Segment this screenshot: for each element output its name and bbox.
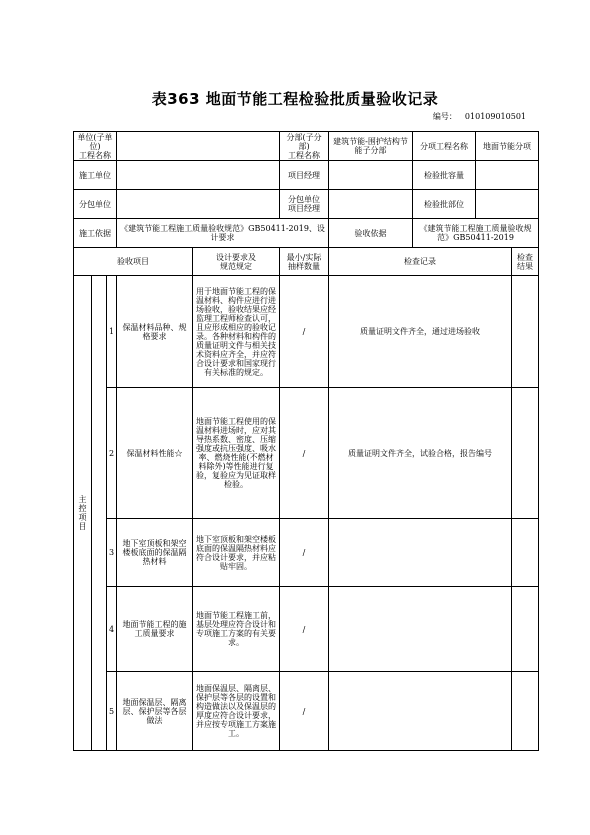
serial-number (425, 111, 526, 122)
subitem-label: 分项工程名称 (413, 132, 476, 161)
row-number: 4 (107, 587, 117, 672)
table-row (74, 587, 539, 672)
construction-unit-label: 施工单位 (74, 161, 117, 190)
col-sample-header: 最小/实际 抽样数量 (280, 248, 329, 276)
division-value[interactable]: 建筑节能-围护结构节能子分部 (329, 132, 413, 161)
subitem-value[interactable]: 地面节能分项 (476, 132, 539, 161)
basis-value: 《建筑节能工程施工质量验收规范》GB50411-2019、设计要求 (117, 219, 329, 248)
table-row (74, 276, 539, 388)
page-title: 表363 地面节能工程检验批质量验收记录 (151, 90, 439, 108)
column-header-row (74, 248, 539, 276)
row-record[interactable] (329, 672, 512, 751)
header-row-basis (74, 219, 539, 248)
row-item: 地面节能工程的施工质量要求 (117, 587, 193, 672)
table-row (74, 519, 539, 587)
subcontract-unit-label: 分包单位 (74, 190, 117, 219)
subcontract-unit-value[interactable] (117, 190, 280, 219)
unit-label: 单位(子单位) 工程名称 (74, 132, 117, 161)
col-design-header: 设计要求及 规范规定 (193, 248, 280, 276)
col-record-header: 检查记录 (329, 248, 512, 276)
row-record[interactable]: 质量证明文件齐全，通过进场验收 (329, 276, 512, 388)
serial-label: 编号： (432, 112, 457, 121)
row-requirement: 地面节能工程使用的保温材料进场时，应对其导热系数、密度、压缩强度或抗压强度、吸水率、燃烧性能(不燃材料除外)等性能进行复验，复验应为见证取样检验。 (193, 388, 280, 519)
row-result[interactable] (512, 587, 539, 672)
row-requirement: 地面节能工程施工前，基层处理应符合设计和专项施工方案的有关要求。 (193, 587, 280, 672)
batch-location-label: 检验批部位 (413, 190, 476, 219)
header-row-unit (74, 132, 539, 161)
batch-location-value[interactable] (476, 190, 539, 219)
acceptance-basis-value: 《建筑节能工程施工质量验收规范》GB50411-2019 (413, 219, 539, 248)
pm-value[interactable] (329, 161, 413, 190)
row-number: 1 (107, 276, 117, 388)
row-record[interactable]: 质量证明文件齐全，试验合格，报告编号 (329, 388, 512, 519)
row-sample[interactable]: / (280, 672, 329, 751)
row-result[interactable] (512, 276, 539, 388)
row-record[interactable] (329, 519, 512, 587)
batch-capacity-label: 检验批容量 (413, 161, 476, 190)
row-item: 地面保温层、隔离层、保护层等各层做法 (117, 672, 193, 751)
table-row (74, 388, 539, 519)
basis-label: 施工依据 (74, 219, 117, 248)
table-row (74, 672, 539, 751)
header-row-construction (74, 161, 539, 190)
col-result-header: 检查 结果 (512, 248, 539, 276)
blank-column (92, 276, 107, 751)
row-record[interactable] (329, 587, 512, 672)
col-item-header: 验收项目 (74, 248, 193, 276)
subcontract-pm-label: 分包单位 项目经理 (280, 190, 329, 219)
serial-value: 010109010501 (464, 112, 526, 121)
row-sample[interactable]: / (280, 587, 329, 672)
row-requirement: 用于地面节能工程的保温材料、构件应进行进场验收，验收结果应经监理工程师检查认可，且应形成相应的验收记录。各种材料和构件的质量证明文件与相关技术资料应齐全，并应符合设计要求和国家现行有关标准的规定。 (193, 276, 280, 388)
row-number: 2 (107, 388, 117, 519)
row-item: 地下室顶板和架空楼板底面的保温隔热材料 (117, 519, 193, 587)
header-row-subcontract (74, 190, 539, 219)
unit-value[interactable] (117, 132, 280, 161)
row-number: 3 (107, 519, 117, 587)
pm-label: 项目经理 (280, 161, 329, 190)
row-requirement: 地下室顶板和架空楼板底面的保温隔热材料应符合设计要求，并应粘贴牢固。 (193, 519, 280, 587)
row-item: 保温材料品种、规格要求 (117, 276, 193, 388)
construction-unit-value[interactable] (117, 161, 280, 190)
subcontract-pm-value[interactable] (329, 190, 413, 219)
row-result[interactable] (512, 519, 539, 587)
row-number: 5 (107, 672, 117, 751)
row-requirement: 地面保温层、隔离层、保护层等各层的设置和构造做法以及保温层的厚度应符合设计要求，并应按专项施工方案施工。 (193, 672, 280, 751)
acceptance-basis-label: 验收依据 (329, 219, 413, 248)
division-label: 分部(子分部) 工程名称 (280, 132, 329, 161)
group-label-main-control: 主控项目 (74, 276, 92, 751)
row-item: 保温材料性能☆ (117, 388, 193, 519)
batch-capacity-value[interactable] (476, 161, 539, 190)
row-result[interactable] (512, 388, 539, 519)
row-sample[interactable]: / (280, 276, 329, 388)
row-sample[interactable]: / (280, 388, 329, 519)
inspection-table (73, 131, 539, 751)
row-result[interactable] (512, 672, 539, 751)
row-sample[interactable]: / (280, 519, 329, 587)
